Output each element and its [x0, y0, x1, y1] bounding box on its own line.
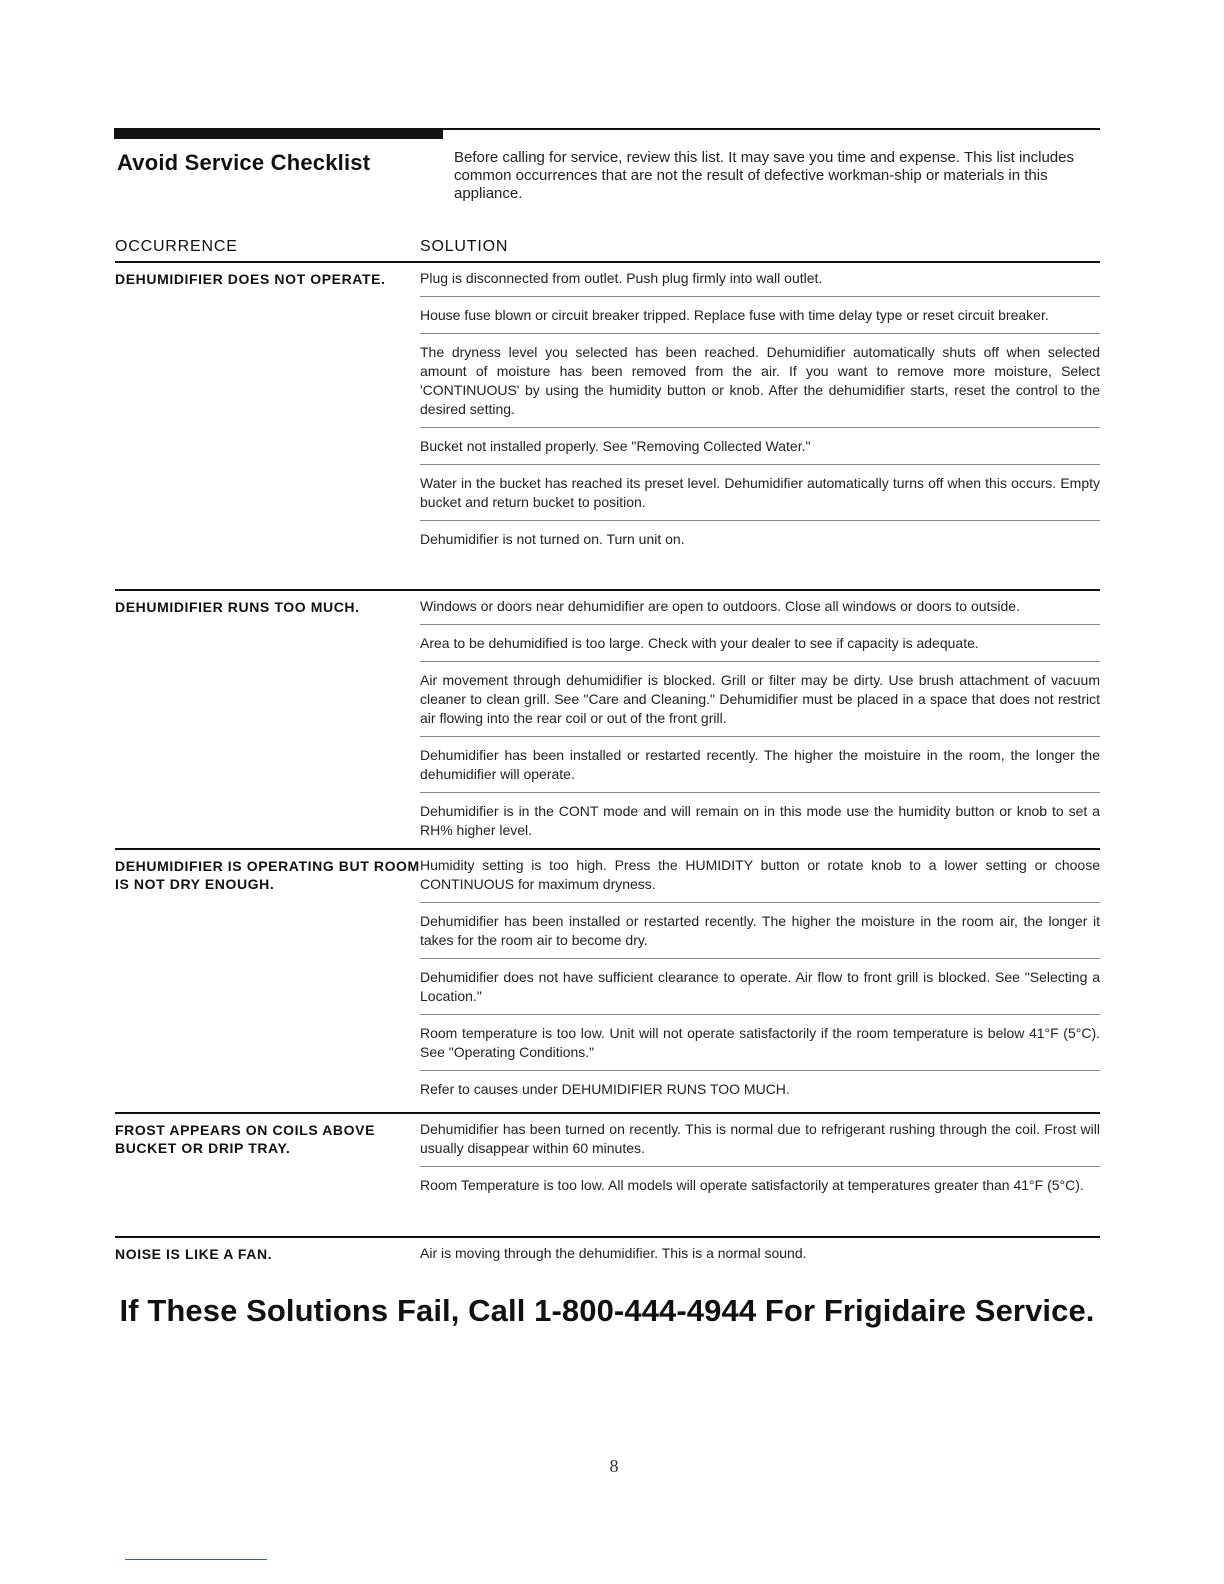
solution-item: Dehumidifier does not have sufficient clearance to operate. Air flow to front grill is blocked. See "Selecting a Location." [420, 958, 1100, 1014]
occurrence-label: FROST APPEARS ON COILS ABOVE BUCKET OR DRIP TRAY. [115, 1122, 376, 1156]
intro-paragraph: Before calling for service, review this list. It may save you time and expense. This list includes common occurrences that are not the result of defective workman-ship or materials in this appliance. [454, 149, 1074, 202]
solution-list [420, 263, 1100, 589]
solution-item: Room temperature is too low. Unit will not operate satisfactorily if the room temperature is below 41°F (5°C). See "Operating Conditions." [420, 1014, 1100, 1070]
table-group [115, 1112, 1100, 1236]
page-title: Avoid Service Checklist [117, 150, 371, 175]
solution-list [420, 591, 1100, 848]
service-call-banner: If These Solutions Fail, Call 1-800-444-4944 For Frigidaire Service. [119, 1293, 1095, 1328]
occurrence-label: DEHUMIDIFIER DOES NOT OPERATE. [115, 271, 386, 287]
solution-item: Air movement through dehumidifier is blocked. Grill or filter may be dirty. Use brush attachment of vacuum cleaner to clean grill. See "Care and Cleaning." Dehumidifier must be placed in a space that does not restrict air flowing into the rear coil or out of the front grill. [420, 661, 1100, 736]
solution-item: Air is moving through the dehumidifier. This is a normal sound. [420, 1245, 807, 1261]
solution-item: Room Temperature is too low. All models will operate satisfactorily at temperatures greater than 41°F (5°C). [420, 1166, 1100, 1203]
column-header-solution: SOLUTION [420, 238, 509, 255]
header-rule-thick [114, 128, 443, 139]
table-group [115, 261, 1100, 589]
occurrence-label: DEHUMIDIFIER RUNS TOO MUCH. [115, 599, 360, 615]
solution-item: Humidity setting is too high. Press the HUMIDITY button or rotate knob to a lower setting or choose CONTINUOUS for maximum dryness. [420, 857, 1100, 892]
occurrence-label: DEHUMIDIFIER IS OPERATING BUT ROOM IS NOT DRY ENOUGH. [115, 858, 420, 892]
header-rule-thin [443, 128, 1100, 130]
solution-item: Plug is disconnected from outlet. Push plug firmly into wall outlet. [420, 270, 823, 286]
solution-item: Dehumidifier has been turned on recently. This is normal due to refrigerant rushing through the coil. Frost will usually disappear within 60 minutes. [420, 1121, 1100, 1156]
solution-list [420, 1114, 1100, 1236]
solution-item: Water in the bucket has reached its preset level. Dehumidifier automatically turns off when this occurs. Empty bucket and return bucket to position. [420, 464, 1100, 520]
table-group [115, 589, 1100, 848]
table-group [115, 1236, 1100, 1271]
solution-item: Refer to causes under DEHUMIDIFIER RUNS TOO MUCH. [420, 1070, 1100, 1107]
solution-item: Bucket not installed properly. See "Removing Collected Water." [420, 427, 1100, 464]
solution-item: House fuse blown or circuit breaker tripped. Replace fuse with time delay type or reset circuit breaker. [420, 296, 1100, 333]
solution-item: Dehumidifier has been installed or restarted recently. The higher the moisture in the room air, the longer it takes for the room air to become dry. [420, 902, 1100, 958]
solution-item: The dryness level you selected has been reached. Dehumidifier automatically shuts off when selected amount of moisture has been removed from the air. If you want to remove more moisture, Select 'CONTINUOUS' by using the humidity button or knob. After the dehumidifier starts, reset the control to the desired setting. [420, 333, 1100, 427]
solution-item: Dehumidifier is not turned on. Turn unit on. [420, 520, 1100, 557]
column-header-occurrence: OCCURRENCE [115, 238, 238, 255]
solution-item: Windows or doors near dehumidifier are open to outdoors. Close all windows or doors to outside. [420, 598, 1020, 614]
checklist-table [115, 261, 1100, 1271]
occurrence-label: NOISE IS LIKE A FAN. [115, 1246, 273, 1262]
solution-list [420, 1238, 1100, 1271]
solution-item: Area to be dehumidified is too large. Check with your dealer to see if capacity is adequate. [420, 624, 1100, 661]
solution-item: Dehumidifier is in the CONT mode and will remain on in this mode use the humidity button or knob to set a RH% higher level. [420, 792, 1100, 848]
page-number: 8 [609, 1456, 619, 1476]
footer-rule [125, 1559, 267, 1560]
solution-item: Dehumidifier has been installed or restarted recently. The higher the moistuire in the room, the longer the dehumidifier will operate. [420, 736, 1100, 792]
solution-list [420, 850, 1100, 1112]
table-group [115, 848, 1100, 1112]
